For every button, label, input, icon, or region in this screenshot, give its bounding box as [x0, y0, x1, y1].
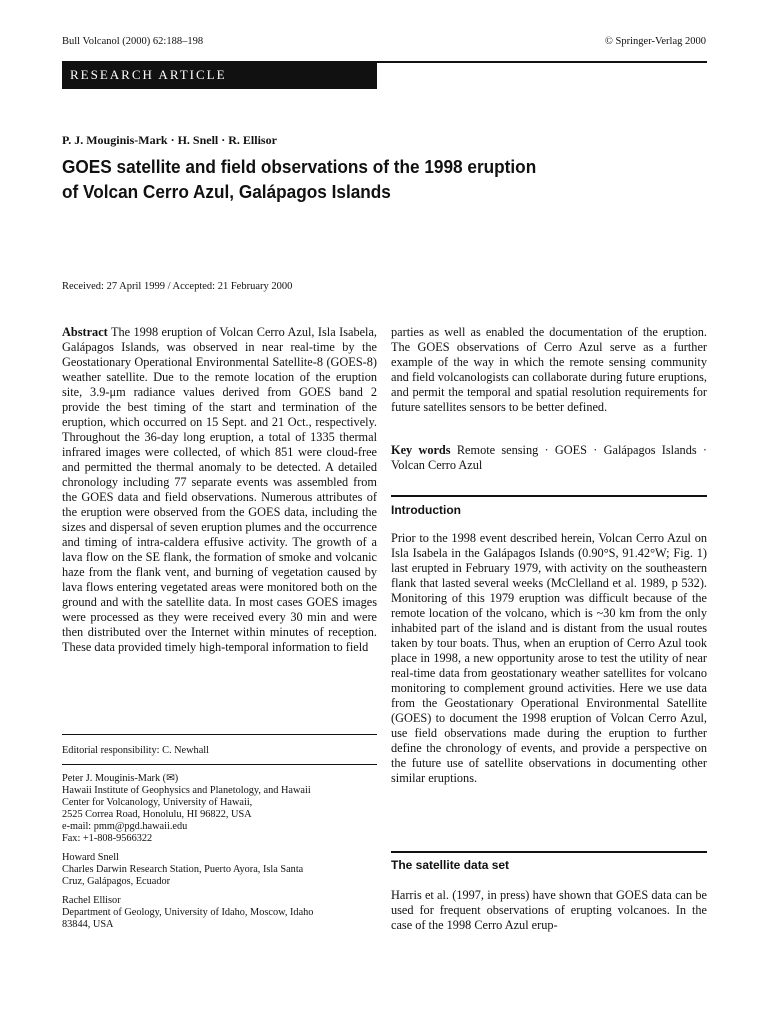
- abstract-continued-text: parties as well as enabled the documentation of the eruption. The GOES observations of Cerro Azul serve as a further example of the way in which the remote sensing community and field volcanologists can collaborate during future eruptions, and permit the temporal and spatial resolution requirements for future satellites sensors to be better defined.: [391, 325, 707, 414]
- abstract-label: Abstract: [62, 325, 108, 339]
- introduction-section: [391, 531, 707, 786]
- affiliation-line: 2525 Correa Road, Honolulu, HI 96822, USA: [62, 809, 252, 820]
- satellite-section-rule: [391, 851, 707, 853]
- affiliation-name: Rachel Ellisor: [62, 895, 121, 906]
- abstract-text: The 1998 eruption of Volcan Cerro Azul, Isla Isabela, Galápagos Islands, was observed in near real-time by the Geostationary Operational Environmental Satellite-8 (GOES-8) weather satellite. Due to the remote location of the eruption site, 3.9-μm radiance values derived from GOES band 2 provide the best timing of the start and termination of the eruption, which occurred on 15 Sept. and 21 Oct., respectively. Throughout the 36-day long eruption, a total of 1335 thermal infrared images were collected, of which 851 were cloud-free and permitted the thermal anomaly to be detected. A detailed chronology including 77 separate events was assembled from the GOES data and field observations. Numerous attributes of the eruption were observed from the GOES data, including the sizes and dispersal of seven eruption plumes and the occurrence and timing of intra-caldera effusive activity. The growth of a lava flow on the SE flank, the formation of smoke and volcanic haze from the flank vent, and burning of vegetation caused by lava flows entering vegetated areas were monitored both on the ground and with the satellite data. In most cases GOES images were processed as they were received every 30 min and were then distributed over the Internet within minutes of reception. These data provided timely high-temporal information to field: [62, 325, 377, 654]
- article-title: [62, 154, 662, 204]
- affiliation-2: [62, 852, 392, 888]
- copyright-notice: © Springer-Verlag 2000: [604, 36, 706, 47]
- affiliation-rule: [62, 764, 377, 765]
- article-type-banner: RESEARCH ARTICLE: [62, 63, 377, 89]
- introduction-text: Prior to the 1998 event described herein, Volcan Cerro Azul on Isla Isabela in the Galápagos Islands (0.90°S, 91.42°W; Fig. 1) last erupted in February 1979, with activity on the southeastern flank that lasted several weeks (McClelland et al. 1989, p 532). Monitoring of this 1979 eruption was difficult because of the remote location of the volcano, which is ~30 km from the only inhabited part of the island and is distant from the usual routes taken by tour boats. Thus, when an eruption of Cerro Azul took place in 1998, a new opportunity arose to test the utility of near real-time data from geostationary weather satellites for volcano monitoring to complement ground activities. Here we use data from the Geostationary Operational Environmental Satellite (GOES) to document the 1998 eruption of Volcan Cerro Azul, use field observations made during the eruption to further define the chronology of events, and provide a perspective on the future use of satellite observations in documenting other similar eruptions.: [391, 531, 707, 785]
- satellite-section: [391, 888, 707, 933]
- introduction-rule: [391, 495, 707, 497]
- affiliation-line: Center for Volcanology, University of Hawaii,: [62, 797, 253, 808]
- abstract-paragraph: [62, 325, 377, 714]
- affiliation-3: [62, 895, 392, 931]
- keywords-text: Remote sensing · GOES · Galápagos Islands · Volcan Cerro Azul: [391, 443, 708, 472]
- abstract-continued: [391, 325, 707, 415]
- satellite-section-heading: The satellite data set: [391, 858, 510, 872]
- author-list: P. J. Mouginis-Mark · H. Snell · R. Ellisor: [62, 133, 277, 147]
- title-line-1: GOES satellite and field observations of the 1998 eruption: [62, 156, 537, 177]
- affiliation-line: Hawaii Institute of Geophysics and Planetology, and Hawaii: [62, 785, 311, 796]
- keywords-paragraph: [391, 443, 707, 473]
- affiliation-line: 83844, USA: [62, 919, 114, 930]
- keywords-section: [391, 443, 707, 473]
- title-line-2: of Volcan Cerro Azul, Galápagos Islands: [62, 181, 391, 202]
- introduction-heading: Introduction: [391, 503, 461, 517]
- received-dates: Received: 27 April 1999 / Accepted: 21 February 2000: [62, 281, 293, 292]
- journal-citation: Bull Volcanol (2000) 62:188–198: [62, 36, 204, 47]
- affiliation-line: Cruz, Galápagos, Ecuador: [62, 876, 171, 887]
- affiliation-name: Peter J. Mouginis-Mark (✉): [62, 773, 179, 784]
- keywords-label: Key words: [391, 443, 451, 457]
- satellite-section-text: Harris et al. (1997, in press) have shown that GOES data can be used for frequent observations of erupting volcanoes. In the case of the 1998 Cerro Azul erup-: [391, 888, 707, 932]
- affiliation-1: [62, 773, 392, 845]
- affiliation-line: Charles Darwin Research Station, Puerto Ayora, Isla Santa: [62, 864, 304, 875]
- affiliation-email: e-mail: pmm@pgd.hawaii.edu: [62, 821, 188, 832]
- footnote-rule: [62, 734, 377, 735]
- affiliation-name: Howard Snell: [62, 852, 119, 863]
- editorial-responsibility: Editorial responsibility: C. Newhall: [62, 745, 209, 756]
- affiliation-fax: Fax: +1-808-9566322: [62, 833, 153, 844]
- abstract-section: [62, 325, 377, 714]
- affiliation-line: Department of Geology, University of Idaho, Moscow, Idaho: [62, 907, 314, 918]
